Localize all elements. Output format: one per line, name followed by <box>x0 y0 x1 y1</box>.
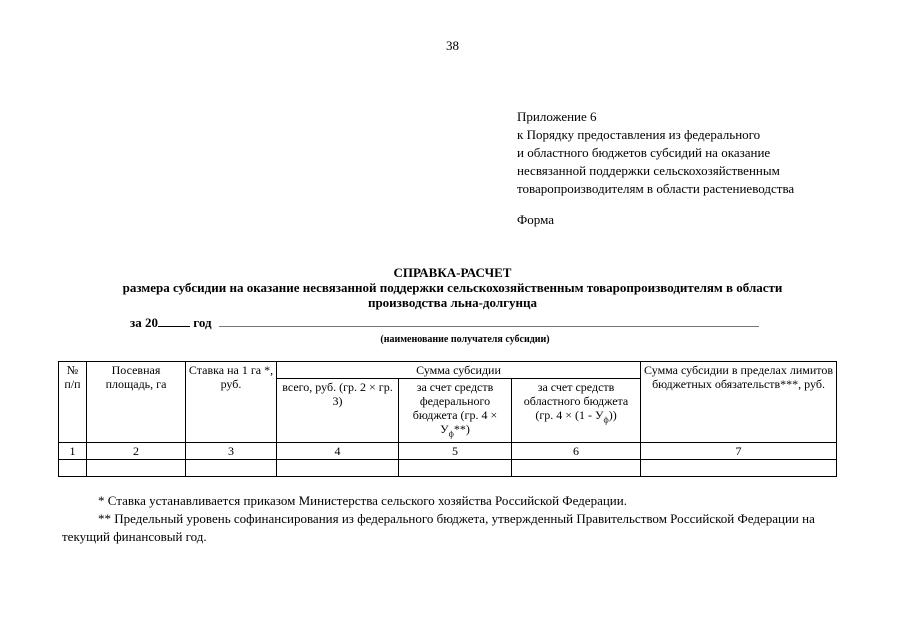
header-cell-limit-sum: Сумма субсидии в пределах лимитов бюджетных обязательств***, руб. <box>641 362 837 443</box>
column-number-cell: 2 <box>87 443 186 460</box>
form-label: Форма <box>517 212 554 227</box>
empty-cell <box>186 460 277 477</box>
header-cell-rate: Ставка на 1 га *, руб. <box>186 362 277 443</box>
empty-cell <box>87 460 186 477</box>
appendix-line: товаропроизводителям в области растениеводства <box>517 181 795 196</box>
appendix-line: к Порядку предоставления из федерального <box>517 127 761 142</box>
appendix-line: несвязанной поддержки сельскохозяйственным <box>517 163 780 178</box>
table-number-row <box>59 443 837 460</box>
column-number-cell: 5 <box>399 443 512 460</box>
header-cell-area: Посевная площадь, га <box>87 362 186 443</box>
column-number-cell: 4 <box>277 443 399 460</box>
empty-cell <box>59 460 87 477</box>
recipient-caption: (наименование получателя субсидии) <box>380 334 550 345</box>
recipient-blank <box>219 326 759 327</box>
table-header-row <box>59 362 837 379</box>
footnotes <box>62 492 852 546</box>
header-cell-total: всего, руб. (гр. 2 × гр. 3) <box>277 379 399 443</box>
empty-cell <box>399 460 512 477</box>
subsidy-table <box>58 361 837 477</box>
header-cell-regional: за счет средств областного бюджета (гр. $4 \times (1 - У_ф)$) <box>512 379 641 443</box>
table-empty-row <box>59 460 837 477</box>
empty-cell <box>512 460 641 477</box>
year-suffix: год <box>193 315 212 330</box>
appendix-line: Приложение 6 <box>517 109 597 124</box>
year-prefix: за 20 <box>130 315 158 330</box>
title-line: производства льна-долгунца <box>367 295 538 310</box>
title-heading: СПРАВКА-РАСЧЕТ <box>393 265 512 280</box>
column-number-cell: 1 <box>59 443 87 460</box>
document-title <box>40 265 865 310</box>
column-number-cell: 3 <box>186 443 277 460</box>
column-number-cell: 7 <box>641 443 837 460</box>
year-blank <box>158 326 190 327</box>
header-cell-subsidy-sum: Сумма субсидии <box>277 362 641 379</box>
appendix-line: и областного бюджетов субсидий на оказание <box>517 145 771 160</box>
footnote-cofinancing: ** Предельный уровень софинансирования из федерального бюджета, утвержденный Правительством Российской Федерации на текущий финансовый год. <box>62 511 815 544</box>
header-cell-number: № п/п <box>59 362 87 443</box>
empty-cell <box>641 460 837 477</box>
footnote-rate: * Ставка устанавливается приказом Министерства сельского хозяйства Российской Федерации. <box>98 493 627 508</box>
column-number-cell: 6 <box>512 443 641 460</box>
appendix-block <box>517 108 794 198</box>
header-cell-federal: за счет средств федерального бюджета (гр. $4 \times У_ф**$) <box>399 379 512 443</box>
year-line <box>130 315 759 331</box>
empty-cell <box>277 460 399 477</box>
page-number: 38 <box>446 38 459 53</box>
title-line: размера субсидии на оказание несвязанной поддержки сельскохозяйственным товаропроизводителям в области <box>122 280 783 295</box>
